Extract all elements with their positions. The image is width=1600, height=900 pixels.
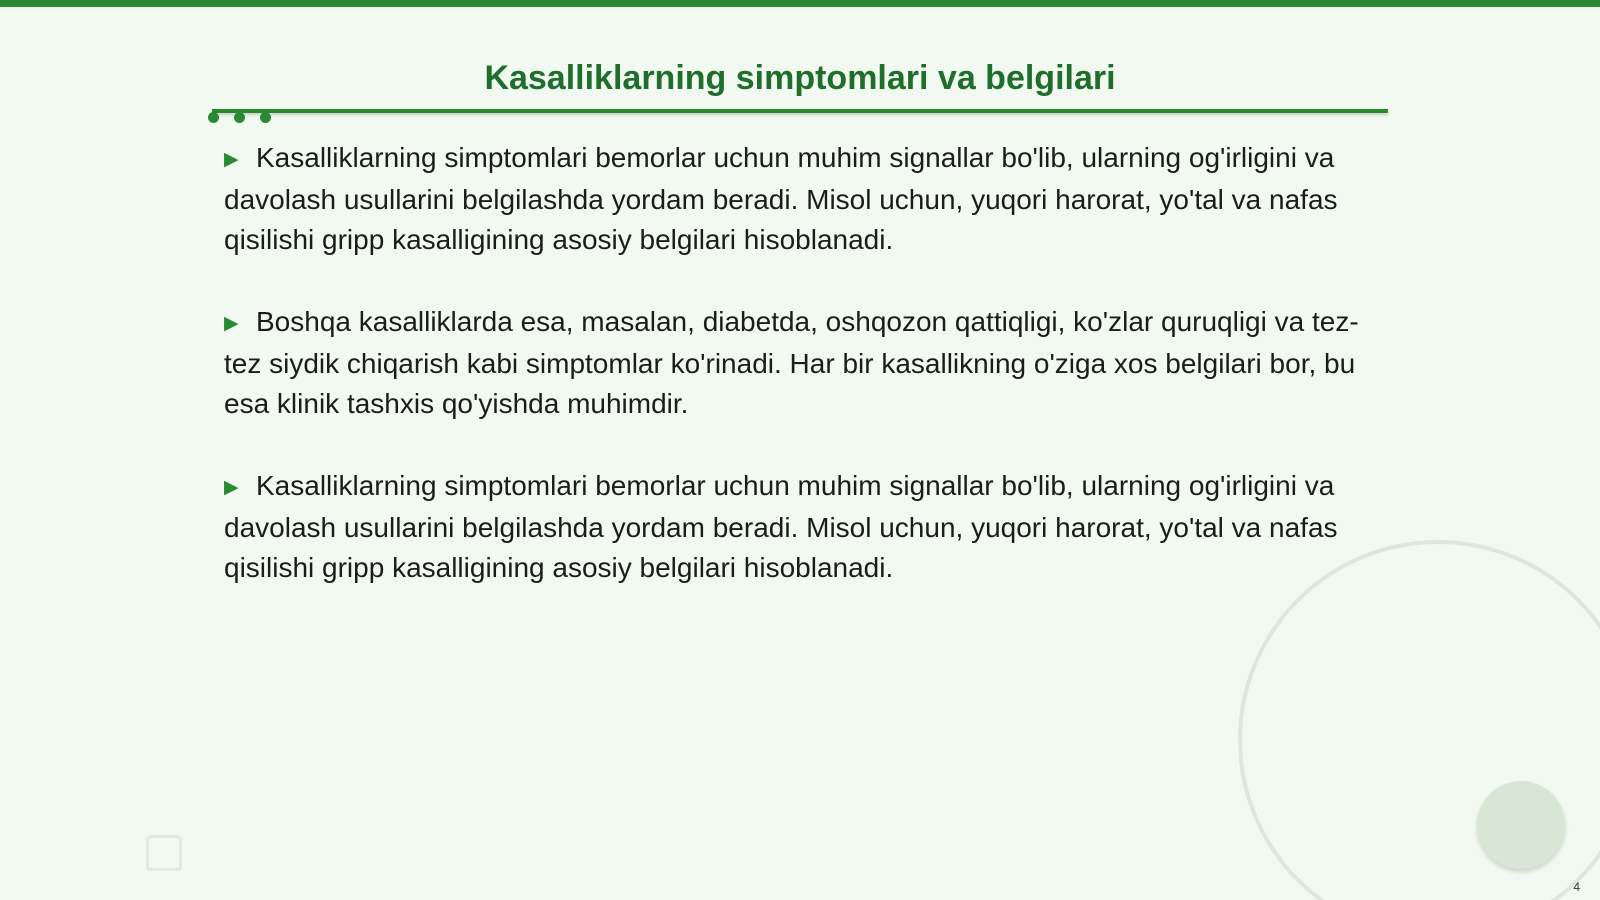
decorative-square-outline [146, 835, 182, 871]
bullet-arrow-icon: ▶ [224, 313, 239, 334]
decorative-dot-3 [260, 112, 271, 123]
bullet-arrow-icon: ▶ [224, 477, 239, 498]
bullet-arrow-icon: ▶ [224, 149, 239, 170]
decorative-dot-1 [208, 112, 219, 123]
paragraph-text: Kasalliklarning simptomlari bemorlar uchun muhim signallar bo'lib, ularning og'irligini va davolash usullarini belgilashda yordam beradi. Misol uchun, yuqori harorat, yo'tal va nafas qisilishi gripp kasalligining asosiy belgilari hisoblanadi. [224, 470, 1338, 583]
paragraph-text: Boshqa kasalliklarda esa, masalan, diabetda, oshqozon qattiqligi, ko'zlar quruqligi va tez-tez siydik chiqarish kabi simptomlar ko'rinadi. Har bir kasallikning o'ziga xos belgilari bor, bu esa klinik tashxis qo'yishda muhimdir. [224, 306, 1359, 419]
decorative-dot-2 [234, 112, 245, 123]
paragraph-text: Kasalliklarning simptomlari bemorlar uchun muhim signallar bo'lib, ularning og'irligini va davolash usullarini belgilashda yordam beradi. Misol uchun, yuqori harorat, yo'tal va nafas qisilishi gripp kasalligining asosiy belgilari hisoblanadi. [224, 142, 1338, 255]
bullet-paragraph-3 [224, 466, 1374, 588]
page-number: 4 [1573, 880, 1580, 894]
bullet-list [224, 138, 1374, 630]
slide-title: Kasalliklarning simptomlari va belgilari [484, 59, 1116, 97]
title-underline [212, 109, 1388, 113]
decorative-circle [1477, 781, 1565, 869]
bullet-paragraph-2 [224, 302, 1374, 424]
bullet-paragraph-1 [224, 138, 1374, 260]
top-accent-bar [0, 0, 1600, 7]
